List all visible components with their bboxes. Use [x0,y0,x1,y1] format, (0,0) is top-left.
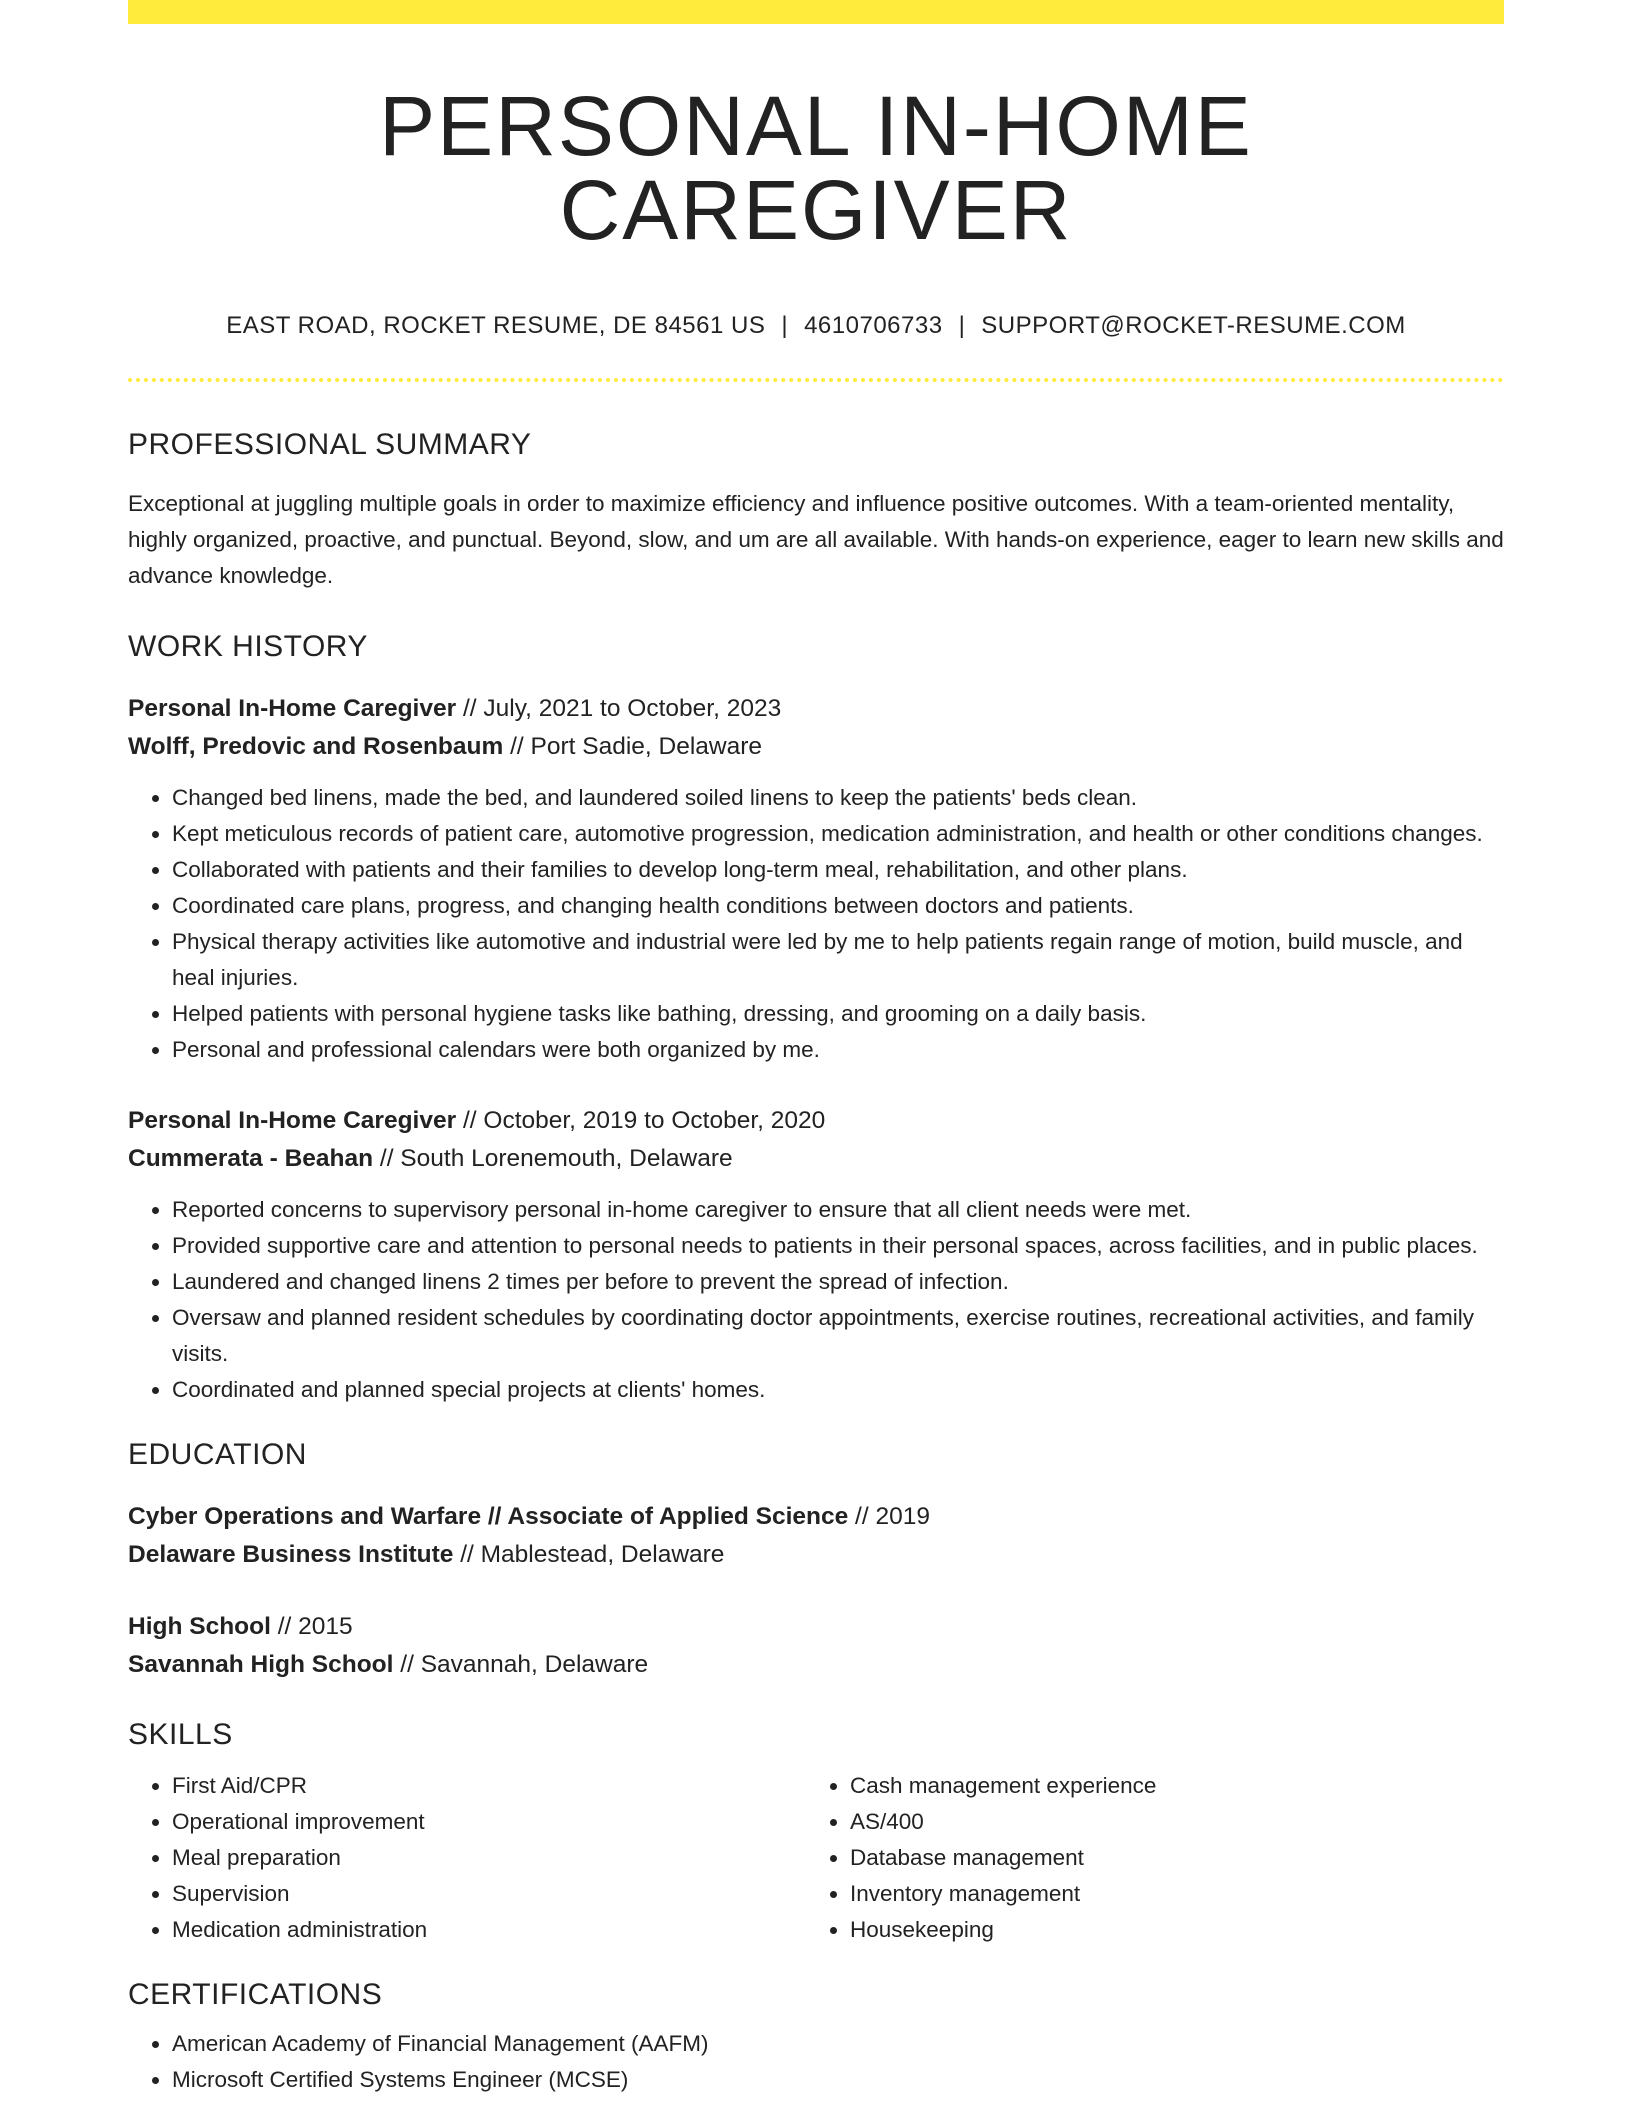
education-heading: EDUCATION [128,1438,307,1471]
list-item: • Supervision [172,1876,806,1912]
work-history-heading: WORK HISTORY [128,630,368,663]
education-degree: High School [128,1613,271,1640]
education-entry [128,1608,1504,1684]
list-item: • Personal and professional calendars were both organized by me. [172,1032,1504,1068]
list-item: • Inventory management [850,1876,1484,1912]
job-company: Wolff, Predovic and Rosenbaum [128,733,504,760]
list-item: • Microsoft Certified Systems Engineer (MCSE) [172,2062,1504,2098]
job-role: Personal In-Home Caregiver [128,695,457,722]
education-school-line [128,1646,1504,1684]
list-item: • Medication administration [172,1912,806,1948]
education-school: Delaware Business Institute [128,1541,454,1568]
list-item: • Physical therapy activities like automotive and industrial were led by me to help patients regain range of motion, build muscle, and heal injuries. [172,924,1504,996]
top-accent-bar [128,0,1504,24]
contact-separator: | [958,312,966,339]
list-item: • AS/400 [850,1804,1484,1840]
education-location: // Mablestead, Delaware [453,1541,725,1568]
list-item: • Coordinated care plans, progress, and changing health conditions between doctors and patients. [172,888,1504,924]
list-item: • Database management [850,1840,1484,1876]
skills-grid [128,1768,1504,1948]
resume-title: PERSONAL IN-HOME CAREGIVER [379,79,1253,257]
education-school: Savannah High School [128,1651,394,1678]
job-location: // South Lorenemouth, Delaware [373,1145,733,1172]
list-item: • Collaborated with patients and their families to develop long-term meal, rehabilitation, and other plans. [172,852,1504,888]
skills-heading: SKILLS [128,1718,233,1751]
list-item: • Laundered and changed linens 2 times per before to prevent the spread of infection. [172,1264,1504,1300]
list-item: • Meal preparation [172,1840,806,1876]
job-role-line [128,690,1504,728]
job-role-line [128,1102,1504,1140]
list-item: • Oversaw and planned resident schedules by coordinating doctor appointments, exercise routines, recreational activities, and family visits. [172,1300,1504,1372]
list-item: • Operational improvement [172,1804,806,1840]
contact-email: SUPPORT@ROCKET-RESUME.COM [981,312,1406,339]
contact-phone: 4610706733 [804,312,943,339]
job-dates: // October, 2019 to October, 2020 [456,1107,826,1134]
contact-address: EAST ROAD, ROCKET RESUME, DE 84561 US [226,312,766,339]
job-entry [128,1102,1504,1408]
job-dates: // July, 2021 to October, 2023 [456,695,782,722]
contact-separator: | [781,312,789,339]
education-year: // 2015 [270,1613,353,1640]
certifications-heading: CERTIFICATIONS [128,1978,383,2011]
education-degree: Cyber Operations and Warfare // Associate of Applied Science [128,1503,849,1530]
education-school-line [128,1536,1504,1574]
list-item: • Reported concerns to supervisory personal in-home caregiver to ensure that all client needs were met. [172,1192,1504,1228]
list-item: • Provided supportive care and attention to personal needs to patients in their personal spaces, across facilities, and in public places. [172,1228,1504,1264]
summary-heading: PROFESSIONAL SUMMARY [128,428,532,461]
job-entry [128,690,1504,1068]
list-item: • Coordinated and planned special projects at clients' homes. [172,1372,1504,1408]
list-item: • Helped patients with personal hygiene tasks like bathing, dressing, and grooming on a daily basis. [172,996,1504,1032]
resume-page [128,0,1504,2098]
job-bullets [128,780,1504,1068]
job-bullets [128,1192,1504,1408]
job-company: Cummerata - Beahan [128,1145,374,1172]
education-degree-line [128,1498,1504,1536]
list-item: • First Aid/CPR [172,1768,806,1804]
list-item: • American Academy of Financial Management (AAFM) [172,2026,1504,2062]
list-item: • Cash management experience [850,1768,1484,1804]
dotted-divider [128,378,1504,382]
job-company-line [128,728,1504,766]
job-company-line [128,1140,1504,1178]
education-entry [128,1498,1504,1574]
education-location: // Savannah, Delaware [393,1651,649,1678]
list-item: • Kept meticulous records of patient care, automotive progression, medication administration, and health or other conditions changes. [172,816,1504,852]
job-location: // Port Sadie, Delaware [503,733,762,760]
certifications-list [128,2026,1504,2098]
skills-left-list [128,1768,806,1948]
education-year: // 2019 [848,1503,930,1530]
education-degree-line [128,1608,1504,1646]
skills-right-list [806,1768,1484,1948]
list-item: • Changed bed linens, made the bed, and laundered soiled linens to keep the patients' beds clean. [172,780,1504,816]
summary-text: Exceptional at juggling multiple goals in order to maximize efficiency and influence positive outcomes. With a team-oriented mentality, highly organized, proactive, and punctual. Beyond, slow, and um are all available. With hands-on experience, eager to learn new skills and advance knowledge. [128,491,1504,588]
list-item: • Housekeeping [850,1912,1484,1948]
job-role: Personal In-Home Caregiver [128,1107,457,1134]
contact-line [128,312,1504,340]
